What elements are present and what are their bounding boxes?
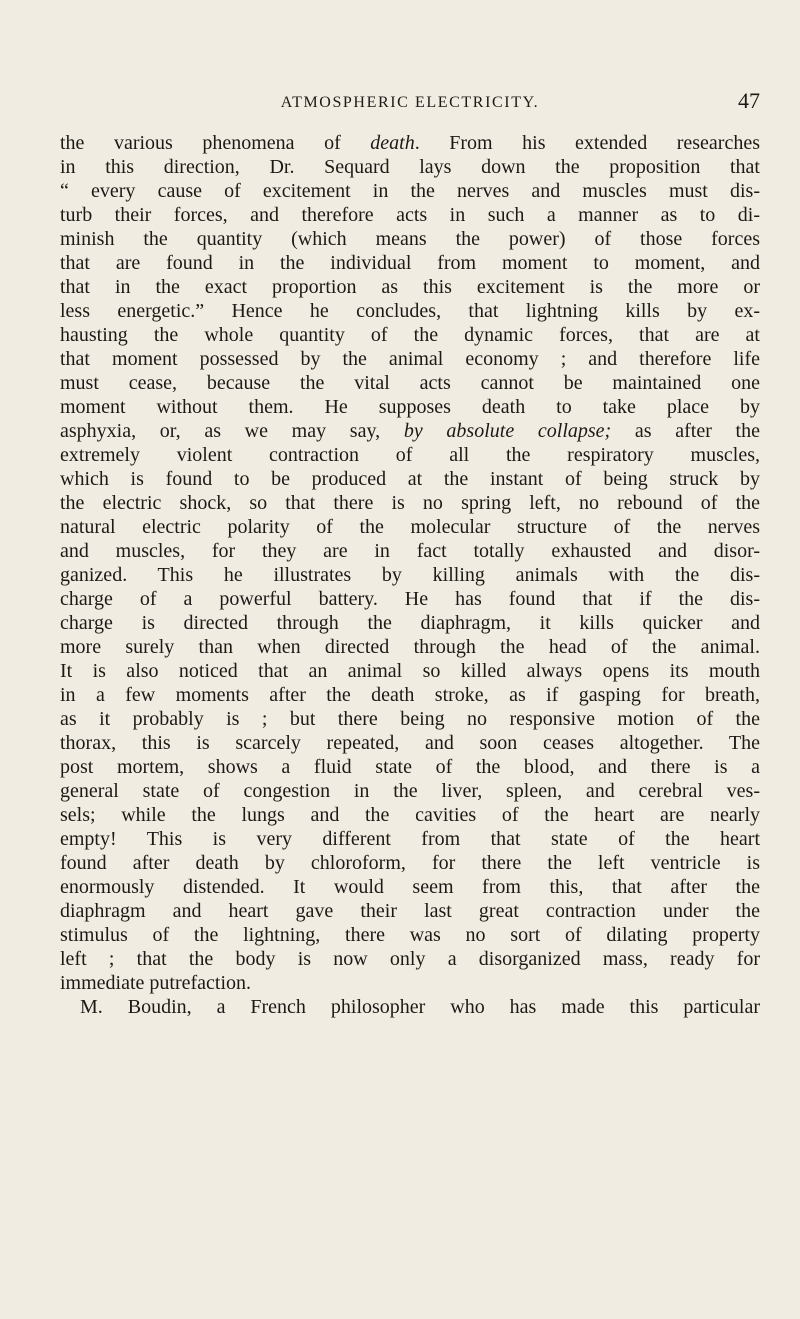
text-line: and muscles, for they are in fact totally exhausted and disor- [60, 540, 760, 562]
text-line: diaphragm and heart gave their last great contraction under the [60, 900, 760, 922]
text-line: charge of a powerful battery. He has found that if the dis- [60, 588, 760, 610]
text-line: thorax, this is scarcely repeated, and soon ceases altogether. The [60, 732, 760, 754]
text-line: empty! This is very different from that state of the heart [60, 828, 760, 850]
text-line: the various phenomena of death. From his extended researches [60, 132, 760, 154]
text-line: enormously distended. It would seem from this, that after the [60, 876, 760, 898]
text-line: natural electric polarity of the molecular structure of the nerves [60, 516, 760, 538]
text-line: minish the quantity (which means the power) of those forces [60, 228, 760, 250]
text-line: post mortem, shows a fluid state of the blood, and there is a [60, 756, 760, 778]
header-title: ATMOSPHERIC ELECTRICITY. [280, 94, 540, 111]
text-line: stimulus of the lightning, there was no sort of dilating property [60, 924, 760, 946]
text-line: hausting the whole quantity of the dynamic forces, that are at [60, 324, 760, 346]
text-line: more surely than when directed through the head of the animal. [60, 636, 760, 658]
text-line: asphyxia, or, as we may say, by absolute collapse; as after the [60, 420, 760, 442]
text-line: M. Boudin, a French philosopher who has made this particular [80, 996, 760, 1018]
text-line: It is also noticed that an animal so killed always opens its mouth [60, 660, 760, 682]
text-line: turb their forces, and therefore acts in such a manner as to di- [60, 204, 760, 226]
text-line: left ; that the body is now only a disorganized mass, ready for [60, 948, 760, 970]
text-line: extremely violent contraction of all the respiratory muscles, [60, 444, 760, 466]
text-line: sels; while the lungs and the cavities of the heart are nearly [60, 804, 760, 826]
running-head [60, 88, 760, 118]
text-line: general state of congestion in the liver, spleen, and cerebral ves- [60, 780, 760, 802]
text-line: that are found in the individual from moment to moment, and [60, 252, 760, 274]
page-number: 47 [738, 88, 760, 113]
text-line: found after death by chloroform, for there the left ventricle is [60, 852, 760, 874]
text-line: the electric shock, so that there is no spring left, no rebound of the [60, 492, 760, 514]
text-line: in a few moments after the death stroke, as if gasping for breath, [60, 684, 760, 706]
text-line: less energetic.” Hence he concludes, that lightning kills by ex- [60, 300, 760, 322]
italic-phrase: death [370, 132, 415, 154]
text-line: as it probably is ; but there being no responsive motion of the [60, 708, 760, 730]
text-line: that in the exact proportion as this excitement is the more or [60, 276, 760, 298]
text-line: which is found to be produced at the instant of being struck by [60, 468, 760, 490]
text-line: must cease, because the vital acts cannot be maintained one [60, 372, 760, 394]
text-line: ganized. This he illustrates by killing animals with the dis- [60, 564, 760, 586]
text-line: charge is directed through the diaphragm, it kills quicker and [60, 612, 760, 634]
text-line: “ every cause of excitement in the nerves and muscles must dis- [60, 180, 760, 202]
text-line: immediate putrefaction. [60, 972, 252, 994]
text-line: that moment possessed by the animal economy ; and therefore life [60, 348, 760, 370]
italic-phrase: by absolute collapse; [403, 420, 612, 442]
text-line: moment without them. He supposes death to take place by [60, 396, 760, 418]
text-line: in this direction, Dr. Sequard lays down the proposition that [60, 156, 760, 178]
body-text [60, 131, 760, 1019]
